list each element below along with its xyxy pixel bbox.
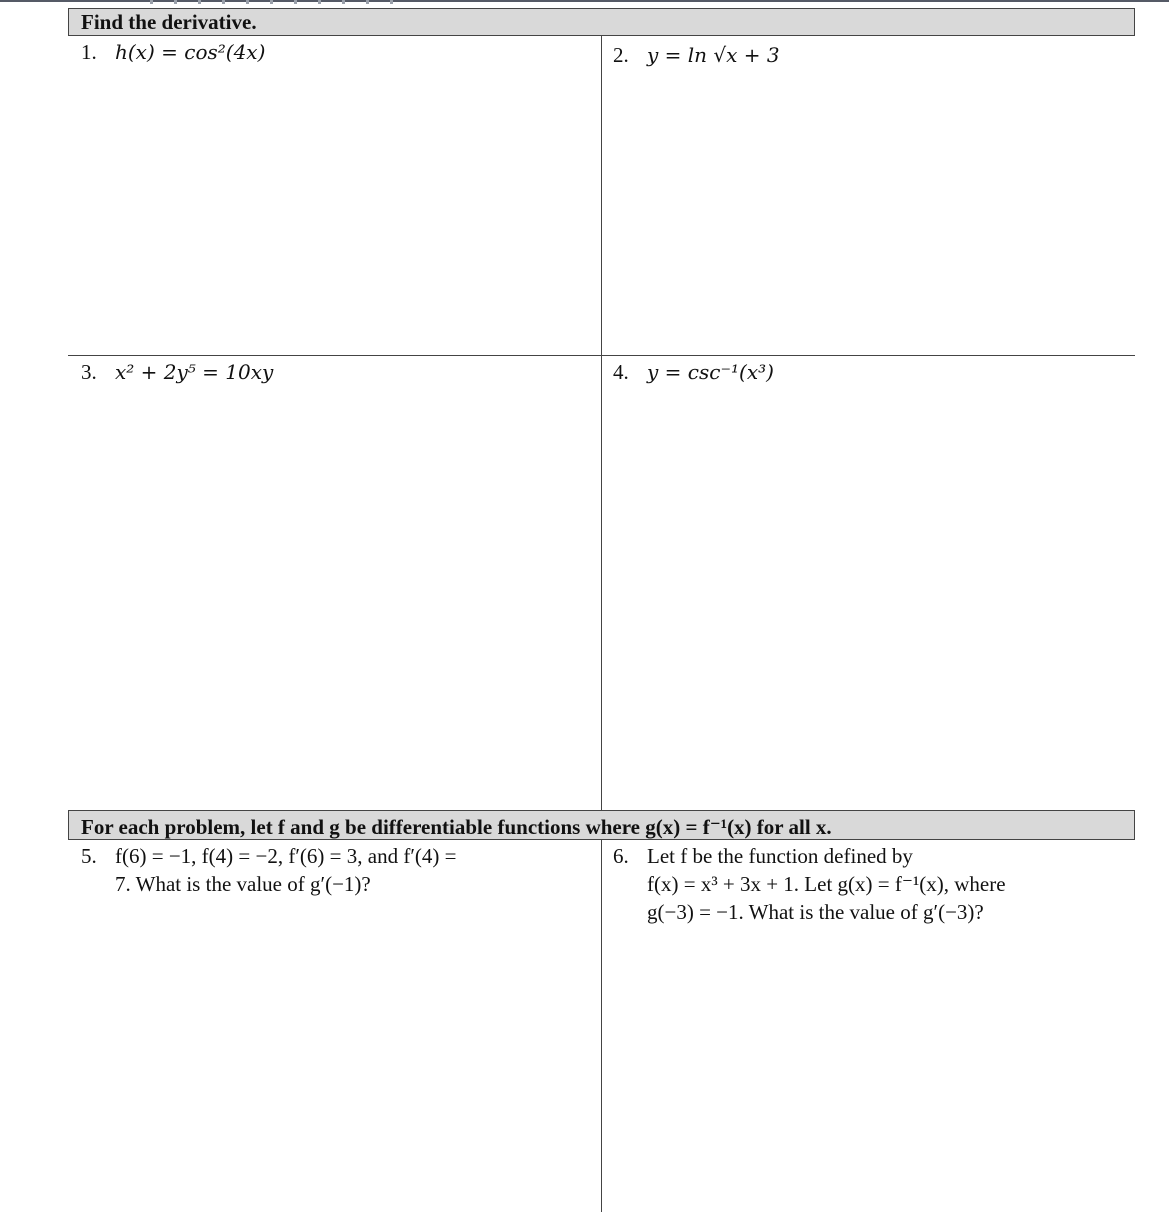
problem-1 — [81, 38, 265, 66]
problem-5 — [81, 842, 457, 898]
problem-number: 6. — [613, 844, 629, 868]
problem-text-line-3: g(−3) = −1. What is the value of g′(−3)? — [647, 900, 984, 924]
problem-number: 5. — [81, 844, 97, 868]
problem-expression: h(x) = cos²(4x) — [115, 40, 266, 64]
problem-6 — [613, 842, 1006, 926]
problem-expression: y = ln √x + 3 — [647, 43, 780, 67]
grid-divider-vertical-top — [601, 36, 602, 811]
problem-4 — [613, 358, 774, 386]
grid-divider-vertical-bottom — [601, 840, 602, 1212]
problem-text-line-2: 7. What is the value of g′(−1)? — [115, 872, 371, 896]
problem-2 — [613, 41, 780, 69]
problem-number: 3. — [81, 360, 97, 384]
section-header-inverse-functions: For each problem, let f and g be differentiable functions where g(x) = f⁻¹(x) for all x. — [68, 810, 1135, 840]
section-header-find-derivative: Find the derivative. — [68, 8, 1135, 36]
grid-divider-horizontal — [68, 355, 1135, 356]
problem-number: 2. — [613, 43, 629, 67]
problem-number: 1. — [81, 40, 97, 64]
problem-3 — [81, 358, 273, 386]
problem-text-line-1: Let f be the function defined by — [647, 844, 913, 868]
problem-expression: y = csc⁻¹(x³) — [647, 360, 774, 384]
problem-number: 4. — [613, 360, 629, 384]
problem-expression: x² + 2y⁵ = 10xy — [115, 360, 274, 384]
page-top-tick-marks — [150, 0, 410, 4]
problem-text-line-2: f(x) = x³ + 3x + 1. Let g(x) = f⁻¹(x), where — [647, 872, 1006, 896]
problem-text-line-1: f(6) = −1, f(4) = −2, f′(6) = 3, and f′(4) = — [115, 844, 457, 868]
